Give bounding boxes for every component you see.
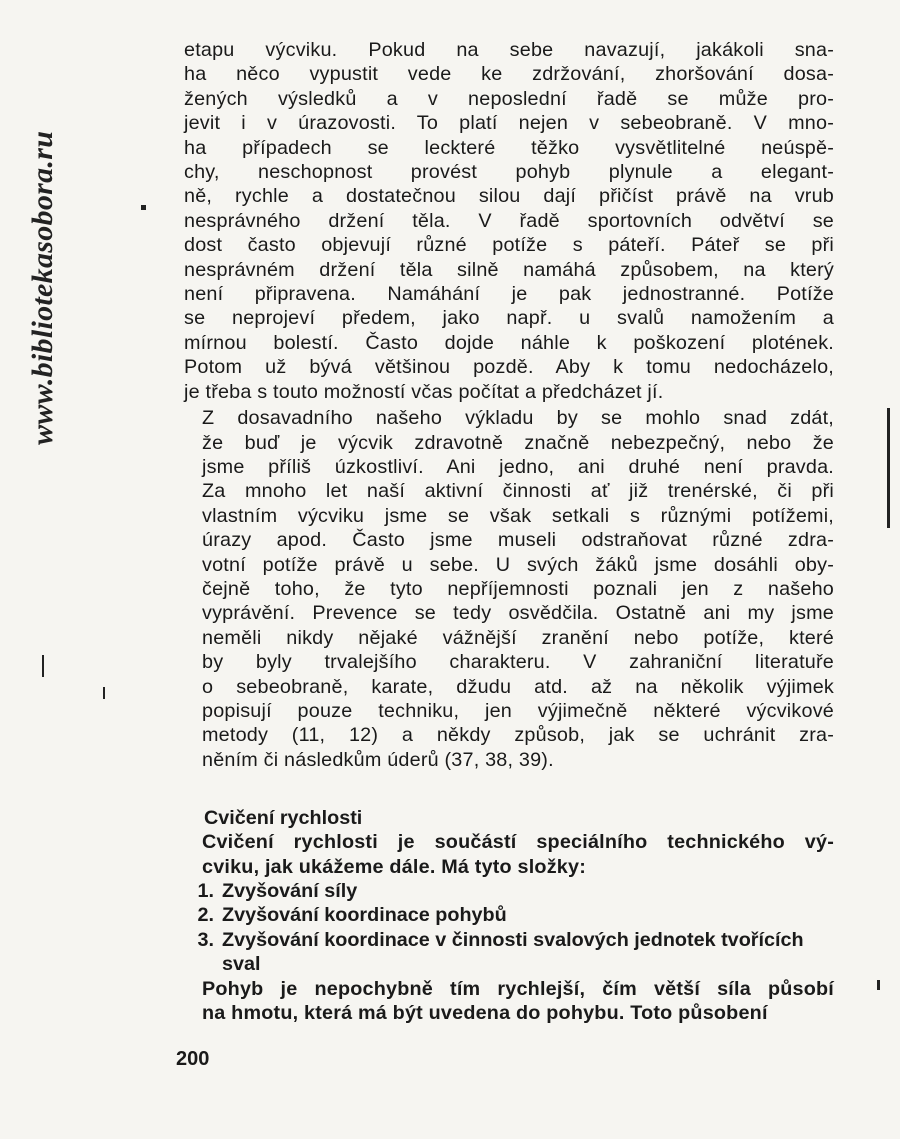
list-item-text: Zvyšování koordinace pohybů: [222, 904, 507, 927]
section-heading: Cvičení rychlosti: [204, 807, 363, 830]
list-item-text: Zvyšování koordinace v činnosti svalových jednotek tvořících sval: [222, 928, 804, 976]
scan-artifact: [887, 408, 890, 528]
paragraph-3: [184, 830, 834, 879]
scan-artifact: [103, 687, 105, 699]
list-item: [184, 903, 834, 927]
text-line: ha případech se leckteré těžko vysvětlitelné neúspě-: [184, 136, 834, 159]
scan-artifact: [141, 205, 146, 210]
numbered-list: [184, 879, 834, 977]
text-line: jevit i v úrazovosti. To platí nejen v sebeobraně. V mno-: [184, 112, 834, 135]
text-line: Potom už bývá většinou pozdě. Aby k tomu nedocházelo,: [184, 356, 834, 379]
text-line: že buď je výcvik zdravotně značně nebezpečný, nebo že: [202, 431, 834, 454]
paragraph-1: [184, 38, 834, 404]
text-line: by byly trvalejšího charakteru. V zahraniční literatuře: [202, 651, 834, 674]
text-line: něním či následkům úderů (37, 38, 39).: [202, 748, 554, 771]
text-line: Za mnoho let naší aktivní činnosti ať již trenérské, či při: [202, 480, 834, 503]
text-line: ně, rychle a dostatečnou silou dají přičíst právě na vrub: [184, 185, 834, 208]
paragraph-2: [184, 406, 834, 772]
text-line: je třeba s touto možností včas počítat a předcházet jí.: [184, 380, 664, 403]
text-line: votní potíže právě u sebe. U svých žáků jsme dosáhli oby-: [202, 553, 834, 576]
scan-artifact: [42, 655, 44, 677]
paragraph-4: [184, 977, 834, 1026]
text-line: mírnou bolestí. Často dojde náhle k poškození plotének.: [184, 331, 834, 354]
text-line: metody (11, 12) a někdy způsob, jak se uchránit zra-: [202, 724, 834, 747]
list-item: [184, 928, 834, 977]
list-item: [184, 879, 834, 903]
text-line: Pohyb je nepochybně tím rychlejší, čím větší síla působí: [202, 977, 834, 1000]
text-line: čejně toho, že tyto nepříjemnosti poznali jen z našeho: [202, 577, 834, 600]
text-line: Z dosavadního našeho výkladu by se mohlo snad zdát,: [202, 407, 834, 430]
list-item-number: 3.: [197, 928, 214, 951]
text-line: etapu výcviku. Pokud na sebe navazují, jakákoli sna-: [184, 39, 834, 61]
text-line: jsme příliš úzkostliví. Ani jedno, ani druhé není pravda.: [202, 455, 834, 478]
watermark: [6, 20, 59, 445]
text-line: cviku, jak ukážeme dále. Má tyto složky:: [202, 855, 586, 878]
page-number: 200: [176, 1048, 210, 1070]
text-line: se neprojeví předem, jako např. u svalů namožením a: [184, 307, 834, 330]
scan-artifact: [877, 980, 880, 990]
text-line: na hmotu, která má být uvedena do pohybu. Toto působení: [202, 1002, 768, 1025]
text-line: vyprávění. Prevence se tedy osvědčila. Ostatně ani my jsme: [202, 602, 834, 625]
text-line: chy, neschopnost provést pohyb plynule a elegant-: [184, 161, 834, 184]
text-line: úrazy apod. Často jsme museli odstraňovat různé zdra-: [202, 529, 834, 552]
text-line: žených výsledků a v neposlední řadě se může pro-: [184, 87, 834, 110]
text-line: o sebeobraně, karate, džudu atd. až na několik výjimek: [202, 675, 834, 698]
text-line: Cvičení rychlosti je součástí speciálního technického vý-: [202, 831, 834, 854]
text-line: dost často objevují různé potíže s páteří. Páteř se při: [184, 234, 834, 257]
page-content: [184, 38, 834, 1025]
text-line: není připravena. Namáhání je pak jednostranné. Potíže: [184, 283, 834, 306]
list-item-number: 2.: [197, 904, 214, 927]
watermark-text: www.bibliotekasobora.ru: [26, 130, 59, 445]
text-line: popisují pouze techniku, jen výjimečně některé výcvikové: [202, 699, 834, 722]
text-line: nesprávného držení těla. V řadě sportovních odvětví se: [184, 209, 834, 232]
list-item-text: Zvyšování síly: [222, 880, 358, 902]
list-item-number: 1.: [197, 880, 214, 902]
text-line: vlastním výcviku jsme se však setkali s různými potížemi,: [202, 504, 834, 527]
text-line: ha něco vypustit vede ke zdržování, zhoršování dosa-: [184, 63, 834, 86]
text-line: nesprávném držení těla silně namáhá způsobem, na který: [184, 258, 834, 281]
text-line: neměli nikdy nějaké vážnější zranění nebo potíže, které: [202, 626, 834, 649]
